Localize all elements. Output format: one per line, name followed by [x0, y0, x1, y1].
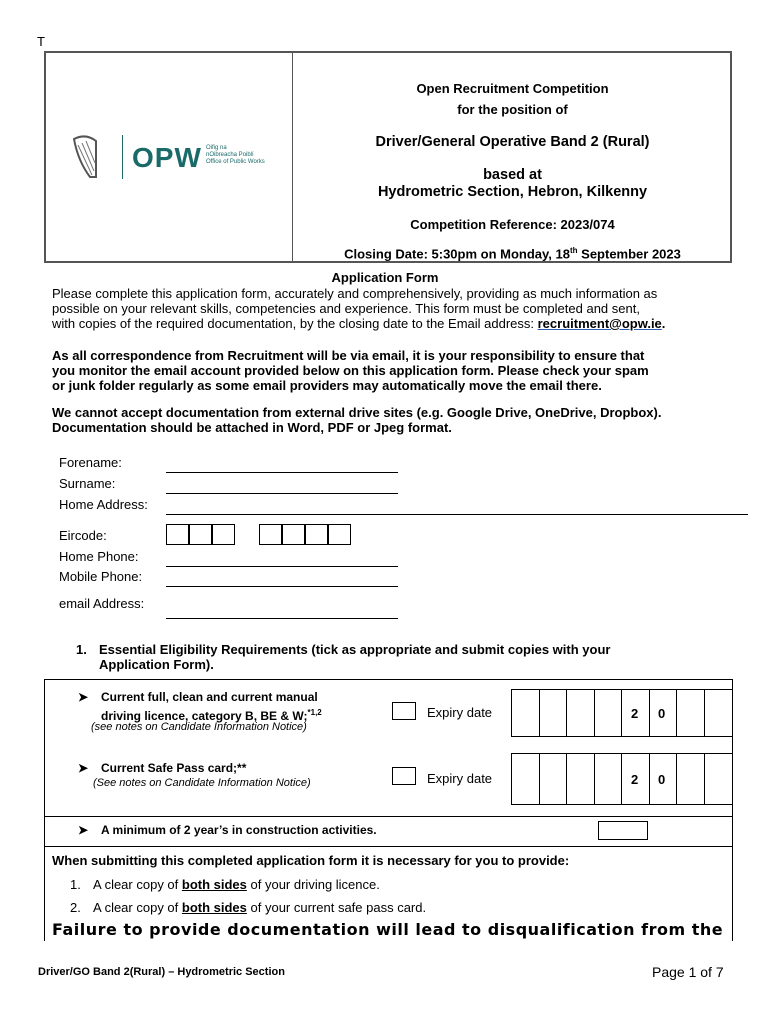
header-line1: Open Recruitment Competition [416, 81, 609, 96]
req2-year-digit2: 0 [658, 772, 666, 787]
forename-label: Forename: [59, 455, 122, 470]
email-notice: As all correspondence from Recruitment will be via email, it is your responsibility to ensure that you monitor the email account provided below on this application form. Please check your spam or junk folder regularly as some email providers may automatically move the email there. [52, 348, 649, 393]
provide-item2-number: 2. [70, 900, 81, 915]
based-at: based at [483, 167, 542, 183]
req2-note: (See notes on Candidate Information Notice) [93, 777, 311, 789]
documentation-notice: We cannot accept documentation from external drive sites (e.g. Google Drive, OneDrive, Dropbox). Documentation should be attached in Word, PDF or Jpeg format. [52, 405, 662, 435]
home-address-label: Home Address: [59, 497, 148, 512]
mobile-phone-field[interactable] [166, 586, 398, 587]
home-phone-field[interactable] [166, 566, 398, 567]
req1-year-digit1: 2 [631, 706, 639, 721]
position-title: Driver/General Operative Band 2 (Rural) [375, 134, 650, 150]
req1-bullet: ➤ [78, 690, 89, 704]
home-phone-label: Home Phone: [59, 549, 139, 564]
req3-text: A minimum of 2 year’s in construction activities. [101, 823, 377, 837]
req2-bullet: ➤ [78, 761, 89, 775]
header-line2: for the position of [457, 102, 568, 117]
recruitment-email-link[interactable]: recruitment@opw.ie [537, 316, 662, 331]
mobile-phone-label: Mobile Phone: [59, 569, 143, 584]
req3-bullet: ➤ [78, 823, 89, 837]
req2-checkbox[interactable] [392, 767, 416, 785]
forename-field[interactable] [166, 472, 398, 473]
req2-expiry-label: Expiry date [427, 771, 493, 786]
provide-item2: A clear copy of both sides of your current safe pass card. [93, 900, 427, 915]
provide-item1: A clear copy of both sides of your driving licence. [93, 877, 380, 892]
top-mark: T [37, 34, 45, 49]
eircode-label: Eircode: [59, 528, 107, 543]
surname-field[interactable] [166, 493, 398, 494]
email-address-label: email Address: [59, 596, 145, 611]
form-title: Application Form [331, 270, 439, 285]
closing-date: Closing Date: 5:30pm on Monday, 18th September 2023 [344, 246, 681, 262]
surname-label: Surname: [59, 476, 116, 491]
req1-text: Current full, clean and current manual driving licence, category B, BE & W;$^{*1,2}$ [101, 690, 322, 723]
location: Hydrometric Section, Hebron, Kilkenny [377, 184, 648, 200]
header-box [44, 51, 732, 263]
failure-warning: Failure to provide documentation will lead to disqualification from the [52, 920, 724, 939]
section1-heading: Essential Eligibility Requirements (tick as appropriate and submit copies with your Application Form). [99, 642, 611, 672]
req2-year-digit1: 2 [631, 772, 639, 787]
provide-title: When submitting this completed application form it is necessary for you to provide: [52, 853, 570, 868]
competition-reference: Competition Reference: 2023/074 [410, 217, 615, 232]
logo-divider [122, 135, 123, 179]
home-address-field[interactable] [166, 514, 748, 515]
req1-note: (see notes on Candidate Information Notice) [91, 721, 307, 733]
harp-icon [66, 131, 106, 183]
opw-logo [64, 131, 284, 183]
provide-item1-number: 1. [70, 877, 81, 892]
req1-checkbox[interactable] [392, 702, 416, 720]
intro-text: Please complete this application form, accurately and comprehensively, providing as much information as possible on your relevant skills, competencies and experience. This form must be completed and sent, with copies of the required documentation, by the closing date to the Email address: recruitment@opw.ie. [52, 286, 666, 331]
section1-number: 1. [76, 642, 87, 657]
req1-year-digit2: 0 [658, 706, 666, 721]
email-address-field[interactable] [166, 618, 398, 619]
logo-subtitle: Oifig na nOibreacha Poiblí Office of Public Works [206, 145, 265, 165]
req1-expiry-label: Expiry date [427, 705, 493, 720]
req3-checkbox[interactable] [598, 821, 648, 840]
footer-title: Driver/GO Band 2(Rural) – Hydrometric Section [38, 966, 285, 978]
page-number: Page 1 of 7 [652, 964, 724, 980]
req2-text: Current Safe Pass card;** [101, 761, 247, 775]
logo-word: OPW [132, 142, 202, 173]
